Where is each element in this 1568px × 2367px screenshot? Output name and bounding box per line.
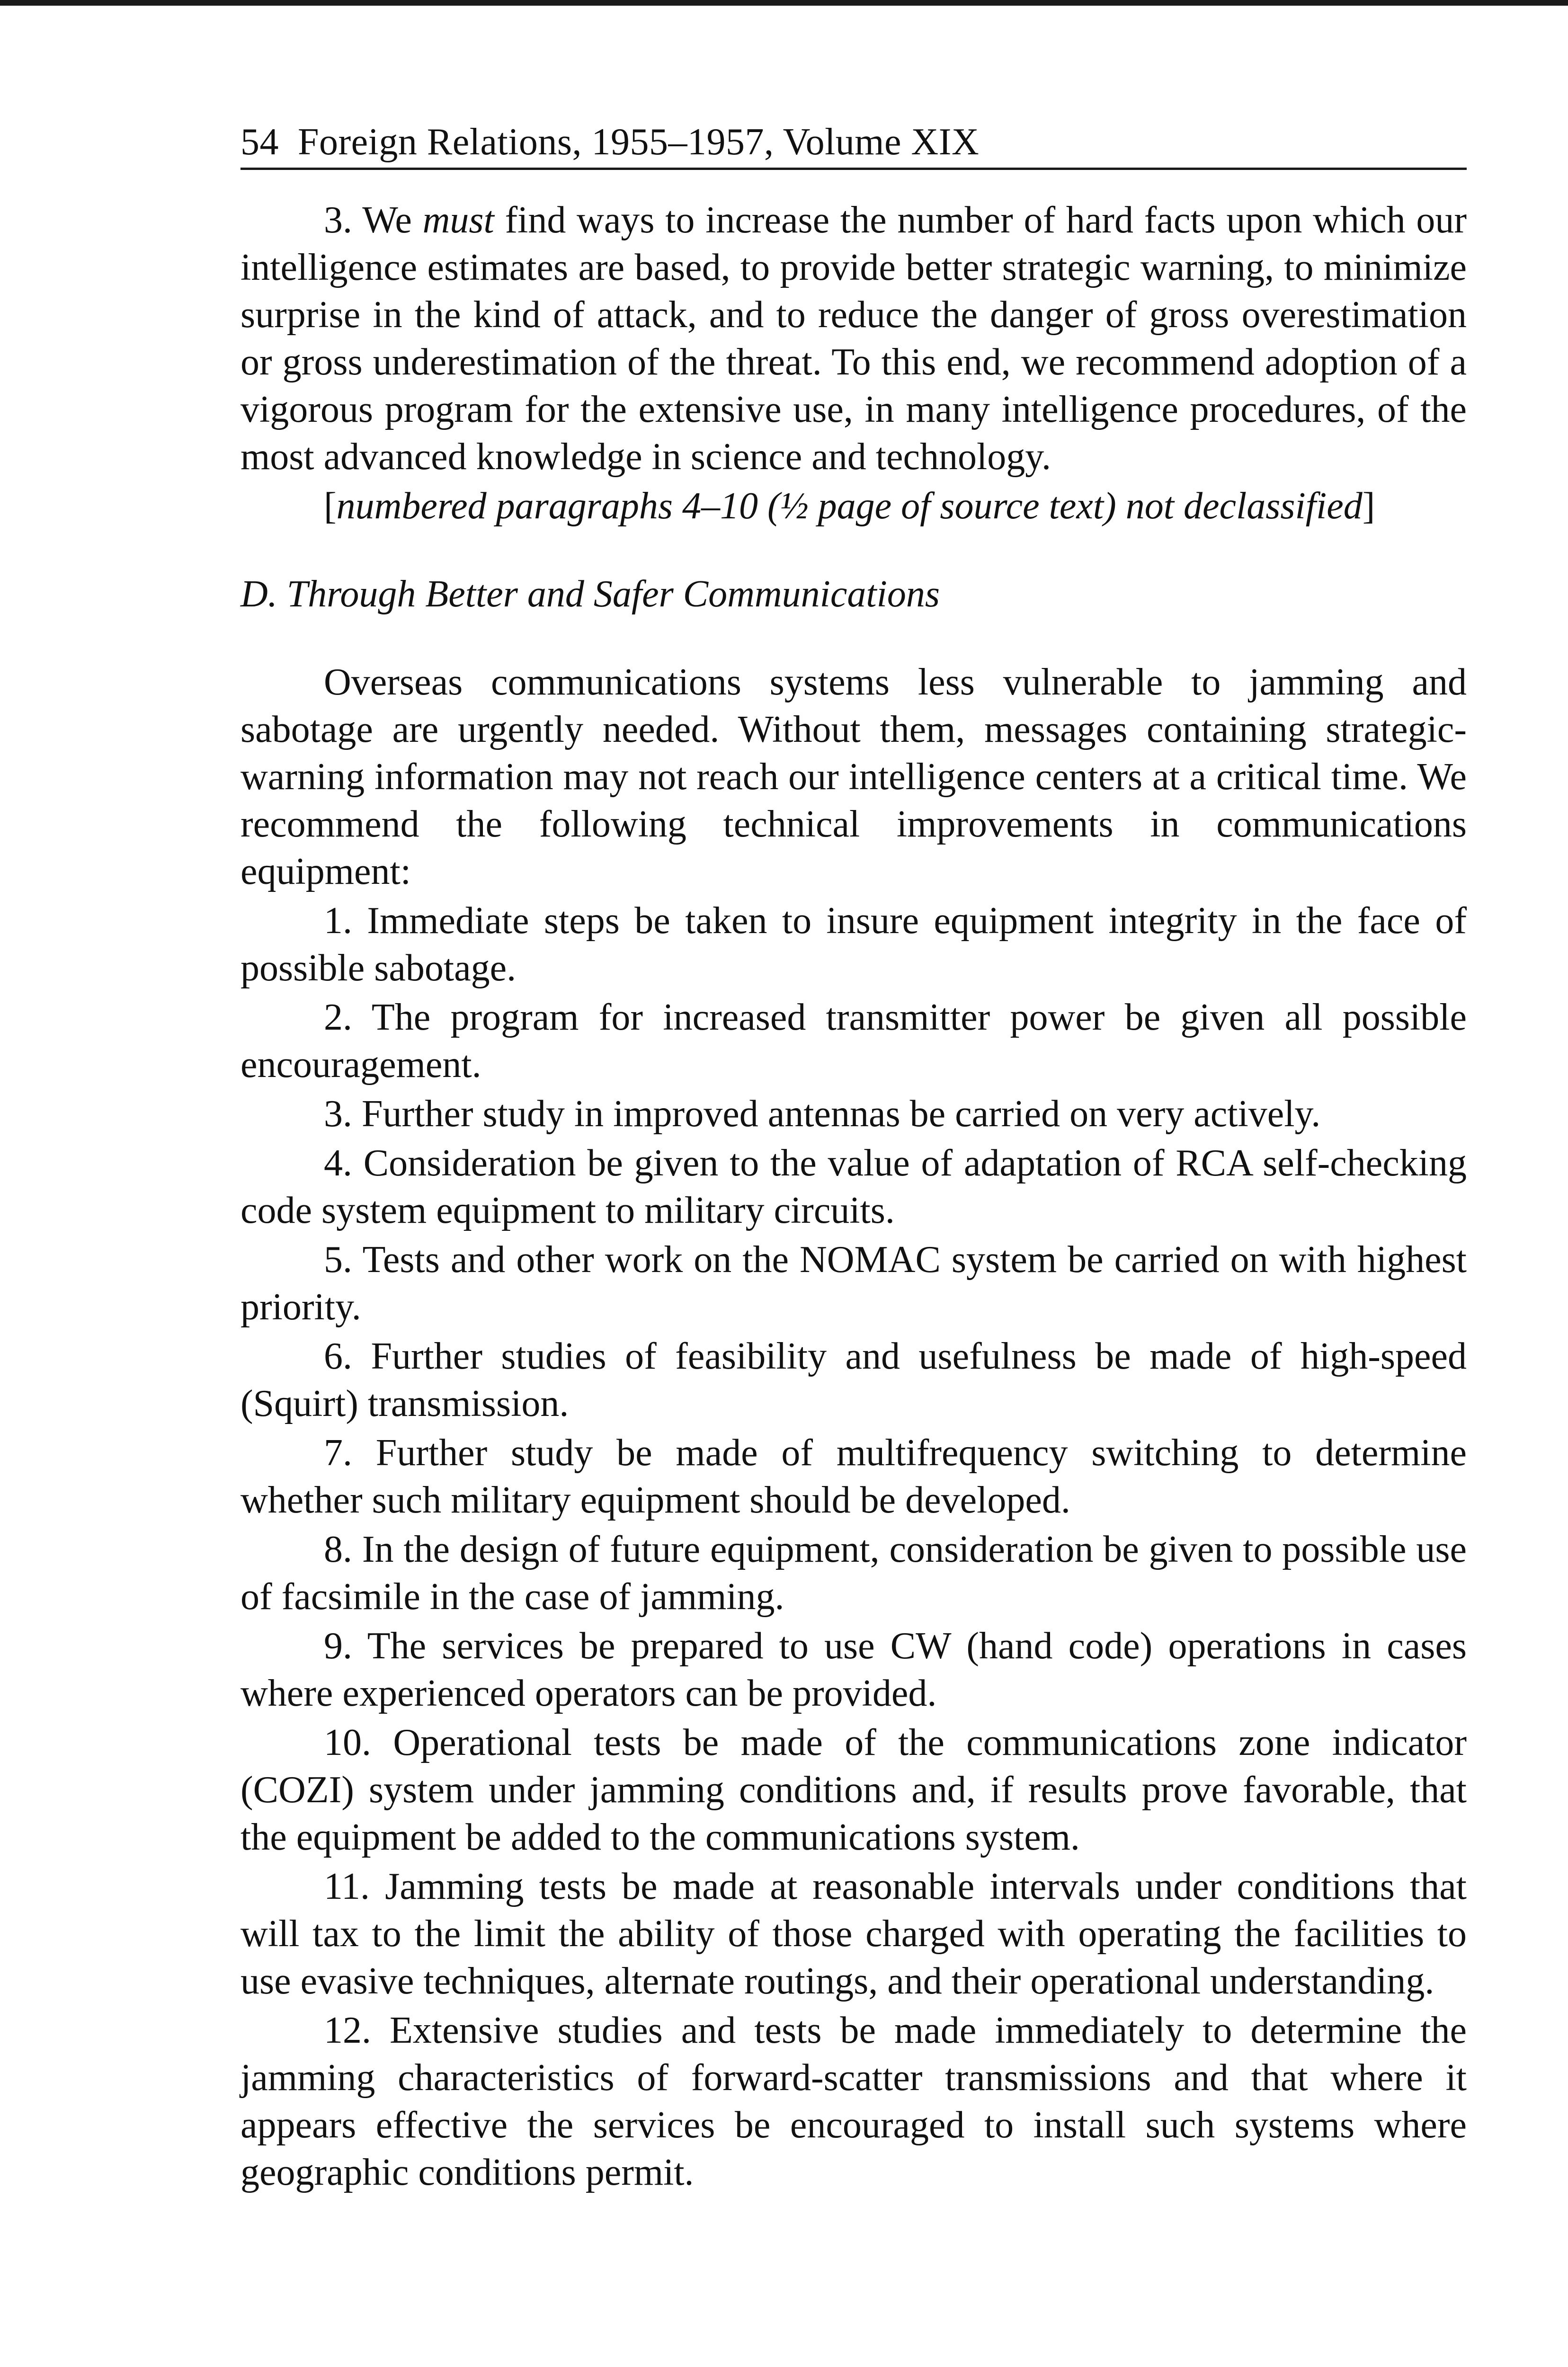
list-item: 1. Immediate steps be taken to insure equipment integrity in the face of possible sabotage.	[241, 900, 1467, 989]
paragraph-3-prefix: 3. We	[324, 199, 423, 241]
list-item: 10. Operational tests be made of the communications zone indicator (COZI) system under jamming conditions and, if results prove favorable, that the equipment be added to the communications system.	[241, 1722, 1467, 1858]
document-page	[241, 118, 1467, 2196]
paragraph-3	[241, 196, 1467, 481]
list-item: 2. The program for increased transmitter power be given all possible encouragement.	[241, 997, 1467, 1086]
list-item: 11. Jamming tests be made at reasonable intervals under conditions that will tax to the limit the ability of those charged with operating the facilities to use evasive techniques, alternate routings, and their operational understanding.	[241, 1866, 1467, 2002]
running-header	[241, 118, 1467, 170]
list-item: 3. Further study in improved antennas be carried on very actively.	[324, 1093, 1321, 1135]
paragraph-3-emphasis: must	[422, 199, 494, 241]
list-item: 7. Further study be made of multifrequency switching to determine whether such military equipment should be developed.	[241, 1432, 1467, 1521]
note-close-bracket: ]	[1362, 485, 1375, 527]
page-top-border	[0, 0, 1568, 6]
page-number: 54	[241, 121, 279, 163]
volume-title: Foreign Relations, 1955–1957, Volume XIX	[298, 121, 980, 163]
list-item: 8. In the design of future equipment, consideration be given to possible use of facsimile in the case of jamming.	[241, 1529, 1467, 1618]
note-text: numbered paragraphs 4–10 (½ page of source text) not declassified	[336, 485, 1363, 527]
list-item: 5. Tests and other work on the NOMAC system be carried on with highest priority.	[241, 1239, 1467, 1328]
list-item: 12. Extensive studies and tests be made immediately to determine the jamming characteristics of forward-scatter transmissions and that where it appears effective the services be encouraged to install such systems where geographic conditions permit.	[241, 2010, 1467, 2193]
section-heading: D. Through Better and Safer Communications	[241, 573, 940, 615]
note-open-bracket: [	[324, 485, 337, 527]
list-item: 9. The services be prepared to use CW (hand code) operations in cases where experienced operators can be provided.	[241, 1625, 1467, 1714]
section-intro: Overseas communications systems less vulnerable to jamming and sabotage are urgently needed. Without them, messages containing strategic-warning information may not reach our intelligence centers at a critical time. We recommend the following technical improvements in communications equipment:	[241, 661, 1467, 892]
list-item: 4. Consideration be given to the value of adaptation of RCA self-checking code system equipment to military circuits.	[241, 1142, 1467, 1231]
paragraph-3-text: find ways to increase the number of hard facts upon which our intelligence estimates are based, to provide better strategic warning, to minimize surprise in the kind of attack, and to reduce the danger of gross overestimation or gross underestimation of the threat. To this end, we recommend adoption of a vigorous program for the extensive use, in many intelligence procedures, of the most advanced knowledge in science and technology.	[241, 199, 1467, 478]
editorial-note	[241, 482, 1467, 530]
list-item: 6. Further studies of feasibility and usefulness be made of high-speed (Squirt) transmission.	[241, 1335, 1467, 1424]
